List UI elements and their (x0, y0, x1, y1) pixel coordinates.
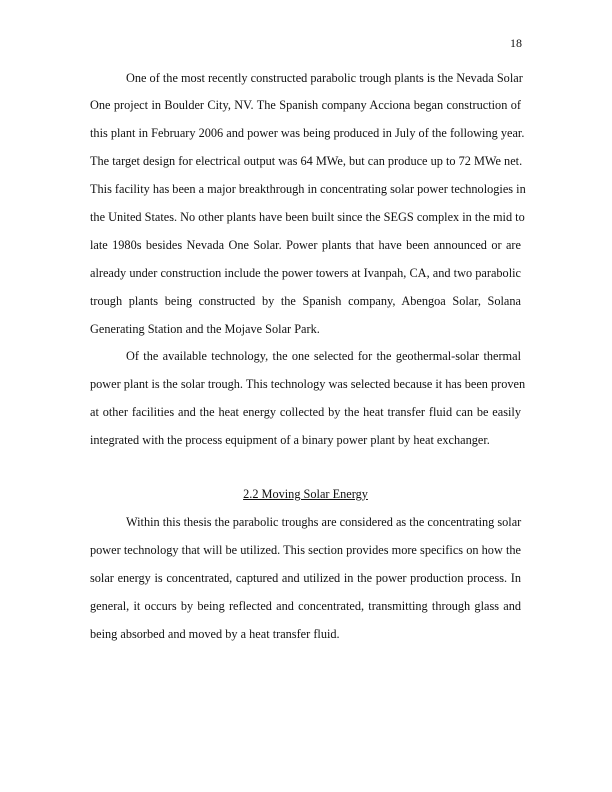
paragraph-3-line: power technology that will be utilized. This section provides more specifics on how the (90, 543, 521, 557)
section-heading-text: 2.2 Moving Solar Energy (243, 487, 368, 501)
paragraph-1-line: the United States. No other plants have been built since the SEGS complex in the mid to (90, 210, 525, 224)
paragraph-3-line: general, it occurs by being reflected and concentrated, transmitting through glass and (90, 599, 521, 613)
page-number: 18 (510, 36, 522, 50)
paragraph-1-line: already under construction include the power towers at Ivanpah, CA, and two parabolic (90, 266, 521, 280)
paragraph-2-line: power plant is the solar trough. This technology was selected because it has been proven (90, 377, 526, 391)
paragraph-1-line: this plant in February 2006 and power was being produced in July of the following year. (90, 126, 525, 140)
paragraph-1-line: trough plants being constructed by the Spanish company, Abengoa Solar, Solana (90, 294, 521, 308)
paragraph-2-line: Of the available technology, the one selected for the geothermal-solar thermal (126, 349, 521, 363)
paragraph-1-line: late 1980s besides Nevada One Solar. Power plants that have been announced or are (90, 238, 521, 252)
paragraph-1-line: One project in Boulder City, NV. The Spanish company Acciona began construction of (90, 98, 521, 112)
paragraph-2-line: integrated with the process equipment of a binary power plant by heat exchanger. (90, 433, 490, 447)
section-heading (90, 486, 521, 502)
paragraph-3-line: Within this thesis the parabolic troughs are considered as the concentrating solar (126, 515, 522, 529)
paragraph-1-line: This facility has been a major breakthrough in concentrating solar power technologies in (90, 182, 526, 196)
paragraph-3-line: being absorbed and moved by a heat transfer fluid. (90, 627, 340, 641)
paragraph-1-line: The target design for electrical output was 64 MWe, but can produce up to 72 MWe net. (90, 154, 523, 168)
paragraph-1-line: One of the most recently constructed parabolic trough plants is the Nevada Solar (126, 71, 523, 85)
paragraph-3-line: solar energy is concentrated, captured and utilized in the power production process. In (90, 571, 521, 585)
paragraph-2-line: at other facilities and the heat energy collected by the heat transfer fluid can be easily (90, 405, 521, 419)
paragraph-1-line: Generating Station and the Mojave Solar Park. (90, 322, 320, 336)
